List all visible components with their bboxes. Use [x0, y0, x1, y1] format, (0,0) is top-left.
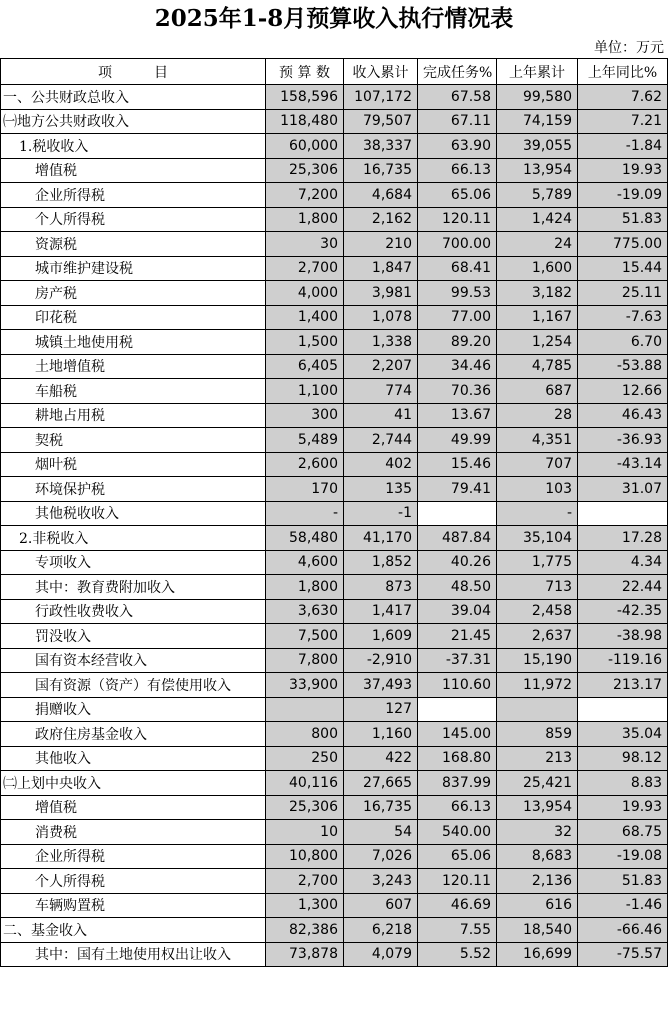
- completion-cell: 63.90: [418, 134, 497, 159]
- last-year-cell: 99,580: [497, 85, 578, 110]
- table-row: [1, 575, 668, 600]
- last-year-cell: 8,683: [497, 844, 578, 869]
- revenue-cell: 127: [344, 697, 418, 722]
- revenue-cell: 2,744: [344, 428, 418, 453]
- yoy-cell: 98.12: [578, 746, 668, 771]
- yoy-cell: 4.34: [578, 550, 668, 575]
- revenue-cell: 4,684: [344, 183, 418, 208]
- header-revenue: 收入累计: [344, 59, 418, 85]
- completion-cell: 21.45: [418, 624, 497, 649]
- table-row: [1, 893, 668, 918]
- revenue-cell: 402: [344, 452, 418, 477]
- table-row: [1, 379, 668, 404]
- header-budget: 预 算 数: [266, 59, 344, 85]
- yoy-cell: 25.11: [578, 281, 668, 306]
- revenue-cell: 79,507: [344, 109, 418, 134]
- completion-cell: 39.04: [418, 599, 497, 624]
- last-year-cell: 39,055: [497, 134, 578, 159]
- item-name-cell: ㈡上划中央收入: [1, 771, 266, 796]
- revenue-cell: 37,493: [344, 673, 418, 698]
- unit-label: 单位：万元: [594, 40, 664, 56]
- table-row: [1, 844, 668, 869]
- table-row: [1, 134, 668, 159]
- completion-cell: 70.36: [418, 379, 497, 404]
- revenue-cell: 3,981: [344, 281, 418, 306]
- yoy-cell: -38.98: [578, 624, 668, 649]
- budget-cell: 2,700: [266, 869, 344, 894]
- last-year-cell: 713: [497, 575, 578, 600]
- header-yoy: 上年同比%: [578, 59, 668, 85]
- yoy-cell: 6.70: [578, 330, 668, 355]
- revenue-cell: 135: [344, 477, 418, 502]
- budget-cell: 2,600: [266, 452, 344, 477]
- budget-cell: 3,630: [266, 599, 344, 624]
- yoy-cell: 51.83: [578, 207, 668, 232]
- budget-cell: 30: [266, 232, 344, 257]
- item-name-cell: 其他收入: [1, 746, 266, 771]
- budget-cell: 82,386: [266, 918, 344, 943]
- yoy-cell: -19.08: [578, 844, 668, 869]
- table-row: [1, 403, 668, 428]
- item-name-cell: 国有资源（资产）有偿使用收入: [1, 673, 266, 698]
- last-year-cell: 687: [497, 379, 578, 404]
- last-year-cell: 15,190: [497, 648, 578, 673]
- completion-cell: 145.00: [418, 722, 497, 747]
- completion-cell: 99.53: [418, 281, 497, 306]
- last-year-cell: -: [497, 501, 578, 526]
- completion-cell: 48.50: [418, 575, 497, 600]
- last-year-cell: 1,600: [497, 256, 578, 281]
- revenue-cell: 107,172: [344, 85, 418, 110]
- table-row: [1, 869, 668, 894]
- revenue-cell: 1,609: [344, 624, 418, 649]
- last-year-cell: 859: [497, 722, 578, 747]
- last-year-cell: 13,954: [497, 795, 578, 820]
- item-name-cell: 增值税: [1, 158, 266, 183]
- header-row: [1, 59, 668, 85]
- yoy-cell: -7.63: [578, 305, 668, 330]
- completion-cell: 68.41: [418, 256, 497, 281]
- completion-cell: 168.80: [418, 746, 497, 771]
- budget-cell: 170: [266, 477, 344, 502]
- yoy-cell: 68.75: [578, 820, 668, 845]
- last-year-cell: 24: [497, 232, 578, 257]
- revenue-cell: 422: [344, 746, 418, 771]
- item-name-cell: 消费税: [1, 820, 266, 845]
- last-year-cell: 707: [497, 452, 578, 477]
- completion-cell: 49.99: [418, 428, 497, 453]
- last-year-cell: 1,254: [497, 330, 578, 355]
- revenue-cell: 2,162: [344, 207, 418, 232]
- item-name-cell: 其中：教育费附加收入: [1, 575, 266, 600]
- revenue-cell: 1,338: [344, 330, 418, 355]
- yoy-cell: -53.88: [578, 354, 668, 379]
- table-row: [1, 918, 668, 943]
- last-year-cell: 74,159: [497, 109, 578, 134]
- item-name-cell: 其他税收收入: [1, 501, 266, 526]
- item-name-cell: 罚没收入: [1, 624, 266, 649]
- budget-cell: 33,900: [266, 673, 344, 698]
- completion-cell: -37.31: [418, 648, 497, 673]
- completion-cell: 67.58: [418, 85, 497, 110]
- completion-cell: 34.46: [418, 354, 497, 379]
- table-row: [1, 648, 668, 673]
- revenue-cell: 1,160: [344, 722, 418, 747]
- revenue-cell: -1: [344, 501, 418, 526]
- yoy-cell: 8.83: [578, 771, 668, 796]
- revenue-cell: 873: [344, 575, 418, 600]
- budget-cell: 2,700: [266, 256, 344, 281]
- completion-cell: [418, 501, 497, 526]
- table-row: [1, 183, 668, 208]
- table-row: [1, 697, 668, 722]
- last-year-cell: 213: [497, 746, 578, 771]
- budget-cell: 300: [266, 403, 344, 428]
- item-name-cell: 车辆购置税: [1, 893, 266, 918]
- table-row: [1, 305, 668, 330]
- table-row: [1, 256, 668, 281]
- budget-table: [0, 58, 668, 967]
- table-body: [1, 85, 668, 967]
- last-year-cell: 1,167: [497, 305, 578, 330]
- item-name-cell: 耕地占用税: [1, 403, 266, 428]
- revenue-cell: 16,735: [344, 158, 418, 183]
- item-name-cell: 土地增值税: [1, 354, 266, 379]
- revenue-cell: 3,243: [344, 869, 418, 894]
- revenue-cell: 210: [344, 232, 418, 257]
- budget-cell: [266, 697, 344, 722]
- completion-cell: 120.11: [418, 869, 497, 894]
- budget-cell: 1,400: [266, 305, 344, 330]
- budget-cell: 25,306: [266, 158, 344, 183]
- page-title: 2025年1-8月预算收入执行情况表: [154, 5, 514, 32]
- last-year-cell: 25,421: [497, 771, 578, 796]
- revenue-cell: 774: [344, 379, 418, 404]
- revenue-cell: 2,207: [344, 354, 418, 379]
- table-row: [1, 599, 668, 624]
- budget-cell: -: [266, 501, 344, 526]
- completion-cell: 110.60: [418, 673, 497, 698]
- table-row: [1, 477, 668, 502]
- budget-cell: 158,596: [266, 85, 344, 110]
- budget-cell: 4,000: [266, 281, 344, 306]
- budget-cell: 1,800: [266, 575, 344, 600]
- last-year-cell: 1,424: [497, 207, 578, 232]
- budget-cell: 5,489: [266, 428, 344, 453]
- last-year-cell: [497, 697, 578, 722]
- yoy-cell: -1.46: [578, 893, 668, 918]
- header-item: 项 目: [1, 59, 266, 85]
- table-row: [1, 428, 668, 453]
- item-name-cell: 房产税: [1, 281, 266, 306]
- table-row: [1, 281, 668, 306]
- table-row: [1, 820, 668, 845]
- table-row: [1, 746, 668, 771]
- completion-cell: 837.99: [418, 771, 497, 796]
- last-year-cell: 11,972: [497, 673, 578, 698]
- completion-cell: 15.46: [418, 452, 497, 477]
- last-year-cell: 4,785: [497, 354, 578, 379]
- revenue-cell: 27,665: [344, 771, 418, 796]
- yoy-cell: -19.09: [578, 183, 668, 208]
- completion-cell: [418, 697, 497, 722]
- table-row: [1, 722, 668, 747]
- table-row: [1, 158, 668, 183]
- last-year-cell: 4,351: [497, 428, 578, 453]
- last-year-cell: 3,182: [497, 281, 578, 306]
- budget-cell: 73,878: [266, 942, 344, 967]
- last-year-cell: 1,775: [497, 550, 578, 575]
- budget-cell: 118,480: [266, 109, 344, 134]
- item-name-cell: 2.非税收入: [1, 526, 266, 551]
- revenue-cell: -2,910: [344, 648, 418, 673]
- yoy-cell: 19.93: [578, 158, 668, 183]
- item-name-cell: 企业所得税: [1, 844, 266, 869]
- completion-cell: 5.52: [418, 942, 497, 967]
- table-row: [1, 109, 668, 134]
- yoy-cell: -66.46: [578, 918, 668, 943]
- revenue-cell: 1,847: [344, 256, 418, 281]
- table-row: [1, 232, 668, 257]
- last-year-cell: 32: [497, 820, 578, 845]
- revenue-cell: 41,170: [344, 526, 418, 551]
- table-row: [1, 452, 668, 477]
- completion-cell: 540.00: [418, 820, 497, 845]
- yoy-cell: -42.35: [578, 599, 668, 624]
- yoy-cell: -75.57: [578, 942, 668, 967]
- yoy-cell: 17.28: [578, 526, 668, 551]
- item-name-cell: 城镇土地使用税: [1, 330, 266, 355]
- yoy-cell: 46.43: [578, 403, 668, 428]
- item-name-cell: 环境保护税: [1, 477, 266, 502]
- budget-cell: 10: [266, 820, 344, 845]
- table-row: [1, 354, 668, 379]
- table-row: [1, 330, 668, 355]
- budget-cell: 1,300: [266, 893, 344, 918]
- last-year-cell: 616: [497, 893, 578, 918]
- completion-cell: 40.26: [418, 550, 497, 575]
- completion-cell: 65.06: [418, 844, 497, 869]
- budget-cell: 25,306: [266, 795, 344, 820]
- last-year-cell: 28: [497, 403, 578, 428]
- item-name-cell: 其中：国有土地使用权出让收入: [1, 942, 266, 967]
- completion-cell: 79.41: [418, 477, 497, 502]
- revenue-cell: 607: [344, 893, 418, 918]
- yoy-cell: -36.93: [578, 428, 668, 453]
- completion-cell: 487.84: [418, 526, 497, 551]
- last-year-cell: 2,637: [497, 624, 578, 649]
- budget-cell: 7,200: [266, 183, 344, 208]
- item-name-cell: 行政性收费收入: [1, 599, 266, 624]
- item-name-cell: 资源税: [1, 232, 266, 257]
- completion-cell: 120.11: [418, 207, 497, 232]
- item-name-cell: 专项收入: [1, 550, 266, 575]
- yoy-cell: 12.66: [578, 379, 668, 404]
- yoy-cell: 35.04: [578, 722, 668, 747]
- yoy-cell: [578, 501, 668, 526]
- yoy-cell: 19.93: [578, 795, 668, 820]
- revenue-cell: 41: [344, 403, 418, 428]
- item-name-cell: 个人所得税: [1, 869, 266, 894]
- item-name-cell: 二、基金收入: [1, 918, 266, 943]
- table-row: [1, 942, 668, 967]
- last-year-cell: 103: [497, 477, 578, 502]
- table-row: [1, 624, 668, 649]
- completion-cell: 46.69: [418, 893, 497, 918]
- item-name-cell: 捐赠收入: [1, 697, 266, 722]
- item-name-cell: 印花税: [1, 305, 266, 330]
- yoy-cell: 775.00: [578, 232, 668, 257]
- yoy-cell: -43.14: [578, 452, 668, 477]
- last-year-cell: 5,789: [497, 183, 578, 208]
- revenue-cell: 54: [344, 820, 418, 845]
- completion-cell: 7.55: [418, 918, 497, 943]
- revenue-cell: 7,026: [344, 844, 418, 869]
- budget-cell: 10,800: [266, 844, 344, 869]
- yoy-cell: 213.17: [578, 673, 668, 698]
- budget-cell: 40,116: [266, 771, 344, 796]
- table-row: [1, 673, 668, 698]
- budget-cell: 1,500: [266, 330, 344, 355]
- budget-cell: 800: [266, 722, 344, 747]
- item-name-cell: 城市维护建设税: [1, 256, 266, 281]
- yoy-cell: 15.44: [578, 256, 668, 281]
- yoy-cell: 51.83: [578, 869, 668, 894]
- table-row: [1, 501, 668, 526]
- item-name-cell: 政府住房基金收入: [1, 722, 266, 747]
- item-name-cell: 车船税: [1, 379, 266, 404]
- completion-cell: 89.20: [418, 330, 497, 355]
- budget-cell: 1,800: [266, 207, 344, 232]
- yoy-cell: [578, 697, 668, 722]
- revenue-cell: 6,218: [344, 918, 418, 943]
- revenue-cell: 38,337: [344, 134, 418, 159]
- revenue-cell: 1,078: [344, 305, 418, 330]
- yoy-cell: -1.84: [578, 134, 668, 159]
- header-completion: 完成任务%: [418, 59, 497, 85]
- table-row: [1, 85, 668, 110]
- revenue-cell: 1,417: [344, 599, 418, 624]
- table-row: [1, 526, 668, 551]
- completion-cell: 67.11: [418, 109, 497, 134]
- item-name-cell: 国有资本经营收入: [1, 648, 266, 673]
- completion-cell: 77.00: [418, 305, 497, 330]
- budget-cell: 7,500: [266, 624, 344, 649]
- budget-cell: 6,405: [266, 354, 344, 379]
- budget-cell: 4,600: [266, 550, 344, 575]
- last-year-cell: 16,699: [497, 942, 578, 967]
- budget-cell: 60,000: [266, 134, 344, 159]
- budget-cell: 7,800: [266, 648, 344, 673]
- completion-cell: 13.67: [418, 403, 497, 428]
- item-name-cell: 一、公共财政总收入: [1, 85, 266, 110]
- completion-cell: 66.13: [418, 158, 497, 183]
- yoy-cell: -119.16: [578, 648, 668, 673]
- table-row: [1, 771, 668, 796]
- budget-cell: 1,100: [266, 379, 344, 404]
- last-year-cell: 13,954: [497, 158, 578, 183]
- table-row: [1, 795, 668, 820]
- item-name-cell: 烟叶税: [1, 452, 266, 477]
- item-name-cell: 增值税: [1, 795, 266, 820]
- header-last-year: 上年累计: [497, 59, 578, 85]
- last-year-cell: 18,540: [497, 918, 578, 943]
- item-name-cell: 1.税收收入: [1, 134, 266, 159]
- yoy-cell: 22.44: [578, 575, 668, 600]
- revenue-cell: 4,079: [344, 942, 418, 967]
- item-name-cell: ㈠地方公共财政收入: [1, 109, 266, 134]
- budget-cell: 58,480: [266, 526, 344, 551]
- last-year-cell: 2,458: [497, 599, 578, 624]
- last-year-cell: 35,104: [497, 526, 578, 551]
- completion-cell: 700.00: [418, 232, 497, 257]
- yoy-cell: 7.62: [578, 85, 668, 110]
- completion-cell: 66.13: [418, 795, 497, 820]
- budget-cell: 250: [266, 746, 344, 771]
- item-name-cell: 企业所得税: [1, 183, 266, 208]
- last-year-cell: 2,136: [497, 869, 578, 894]
- completion-cell: 65.06: [418, 183, 497, 208]
- item-name-cell: 契税: [1, 428, 266, 453]
- item-name-cell: 个人所得税: [1, 207, 266, 232]
- table-row: [1, 207, 668, 232]
- revenue-cell: 16,735: [344, 795, 418, 820]
- yoy-cell: 7.21: [578, 109, 668, 134]
- yoy-cell: 31.07: [578, 477, 668, 502]
- revenue-cell: 1,852: [344, 550, 418, 575]
- table-row: [1, 550, 668, 575]
